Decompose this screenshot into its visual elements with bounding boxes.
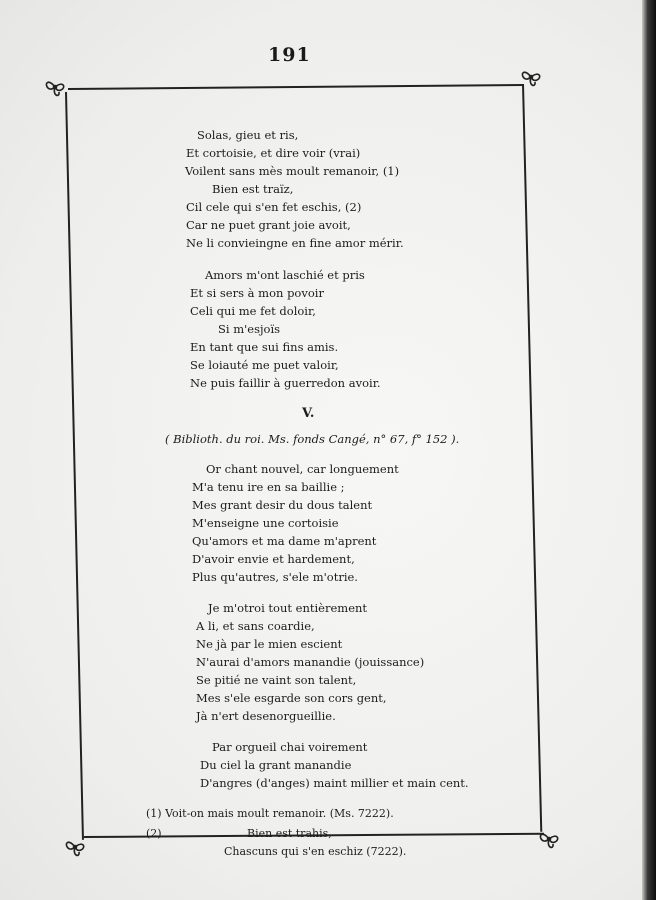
footnote-1: (1) Voit-on mais moult remanoir. (Ms. 7222). xyxy=(146,807,394,820)
verse-line: Et si sers à mon povoir xyxy=(190,286,324,300)
book-spine-shadow xyxy=(642,0,656,900)
verse-line: M'a tenu ire en sa baillie ; xyxy=(192,480,345,494)
verse-line: Or chant nouvel, car longuement xyxy=(206,462,399,476)
verse-line: Cil cele qui s'en fet eschis, (2) xyxy=(186,200,362,214)
verse-line: Par orgueil chai voirement xyxy=(212,740,368,754)
frame-top-rule xyxy=(68,84,524,89)
page-number: 191 xyxy=(268,44,311,66)
section-heading: V. xyxy=(302,406,315,421)
verse-line: Je m'otroi tout entièrement xyxy=(208,601,368,615)
footnote-2-line: Bien est trahis, xyxy=(247,827,332,840)
verse-line: Et cortoisie, et dire voir (vrai) xyxy=(186,146,361,160)
verse-line: En tant que sui fins amis. xyxy=(190,340,339,354)
source-note: ( Biblioth. du roi. Ms. fonds Cangé, n° 67, f° 152 ). xyxy=(165,432,460,446)
corner-ornament-icon xyxy=(536,826,562,852)
verse-line: Ne li convieingne en fine amor mérir. xyxy=(186,236,404,250)
verse-line: Du ciel la grant manandie xyxy=(200,758,352,772)
frame-left-rule xyxy=(65,92,83,840)
verse-line: Se loiauté me puet valoir, xyxy=(190,358,339,372)
verse-line: N'aurai d'amors manandie (jouissance) xyxy=(196,655,425,669)
verse-line: A li, et sans coardie, xyxy=(196,619,315,633)
verse-line: Celi qui me fet doloir, xyxy=(190,304,316,318)
verse-line: Bien est traïz, xyxy=(212,182,294,196)
verse-line: M'enseigne une cortoisie xyxy=(192,516,339,530)
verse-line: Qu'amors et ma dame m'aprent xyxy=(192,534,377,548)
verse-line: Mes s'ele esgarde son cors gent, xyxy=(196,691,387,705)
corner-ornament-icon xyxy=(42,74,68,100)
verse-line: Amors m'ont laschié et pris xyxy=(205,268,365,282)
verse-line: Ne puis faillir à guerredon avoir. xyxy=(190,376,381,390)
corner-ornament-icon xyxy=(62,834,88,860)
verse-line: D'avoir envie et hardement, xyxy=(192,552,355,566)
verse-line: Plus qu'autres, s'ele m'otrie. xyxy=(192,570,358,584)
footnote-2-line: Chascuns qui s'en eschiz (7222). xyxy=(224,845,407,858)
verse-line: Ne jà par le mien escient xyxy=(196,637,343,651)
verse-line: Se pitié ne vaint son talent, xyxy=(196,673,357,687)
verse-line: Jà n'ert desenorgueillie. xyxy=(196,709,336,723)
verse-line: Car ne puet grant joie avoit, xyxy=(186,218,351,232)
verse-line: Solas, gieu et ris, xyxy=(197,128,299,142)
verse-line: Voilent sans mès moult remanoir, (1) xyxy=(185,164,400,178)
corner-ornament-icon xyxy=(518,64,544,90)
frame-right-rule xyxy=(522,84,542,832)
verse-line: Si m'esjoïs xyxy=(218,322,281,336)
footnote-2-marker: (2) xyxy=(146,827,162,840)
verse-line: D'angres (d'anges) maint millier et main cent. xyxy=(200,776,469,790)
verse-line: Mes grant desir du dous talent xyxy=(192,498,373,512)
